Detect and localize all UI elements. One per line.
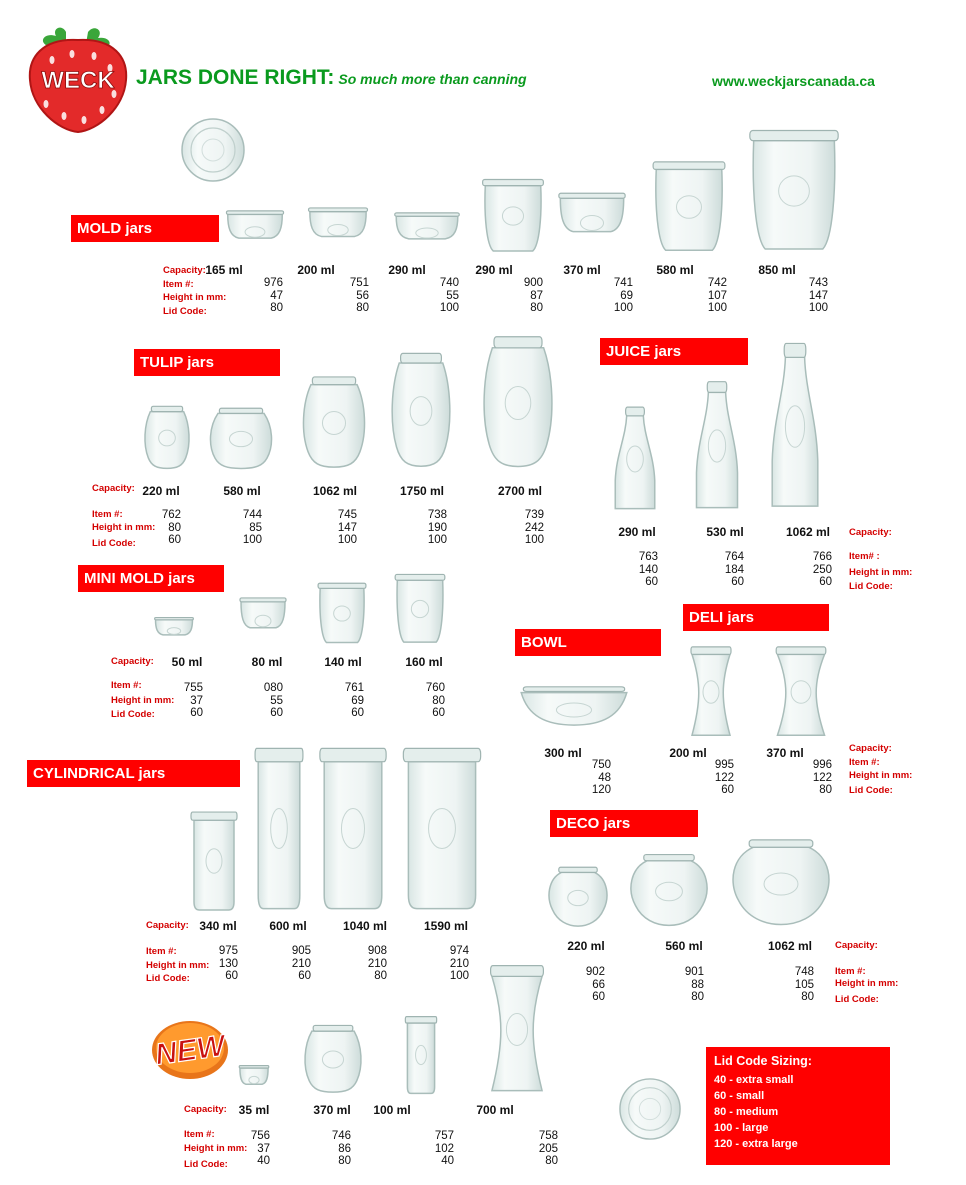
spec-column	[525, 509, 544, 547]
deli-jars-banner: DELI jars	[683, 604, 829, 631]
capacity-label: Capacity:	[92, 483, 135, 494]
item-number: 741	[613, 277, 633, 289]
weck-logo	[22, 24, 134, 134]
item-number: 744	[242, 509, 262, 521]
height-mm: 147	[337, 521, 357, 534]
height-mm: 107	[707, 289, 727, 302]
capacity-value: 340 ml	[199, 919, 237, 933]
item-number: 748	[794, 966, 814, 978]
headline	[136, 66, 527, 90]
deco-jar-image	[728, 838, 834, 930]
height-mm: 147	[808, 289, 828, 302]
capacity-value: 165 ml	[205, 263, 243, 277]
height-mm: 56	[356, 289, 369, 302]
spec-column	[813, 759, 832, 797]
capacity-value: 1062 ml	[312, 484, 358, 498]
height-mm: 48	[598, 771, 611, 784]
spec-column	[715, 759, 734, 797]
lid-code: 100	[439, 302, 459, 315]
cyl-jar-image	[404, 1015, 438, 1095]
juice-jar-image	[609, 405, 661, 513]
lid-code: 100	[808, 302, 828, 315]
tallmold-jar-image	[316, 582, 368, 645]
lid-code: 60	[168, 534, 181, 547]
item-number: 746	[331, 1130, 351, 1142]
capacity-value: 1062 ml	[767, 939, 813, 953]
capacity-value: 220 ml	[142, 484, 180, 498]
lid-code-label: Lid Code:	[849, 581, 893, 592]
spec-column	[440, 277, 459, 315]
height-mm: 69	[620, 289, 633, 302]
capacity-value: 290 ml	[475, 263, 513, 277]
deli-jar-image	[686, 645, 736, 739]
item-number: 751	[349, 277, 369, 289]
height-mm: 102	[434, 1142, 454, 1155]
height-mm: 88	[691, 978, 704, 991]
item-number: 760	[425, 682, 445, 694]
lid-code-sizing-title: Lid Code Sizing:	[714, 1054, 812, 1068]
item-number: 901	[684, 966, 704, 978]
lid-code-label: Lid Code:	[849, 785, 893, 796]
deco-jars-banner: DECO jars	[550, 810, 698, 837]
capacity-value: 560 ml	[665, 939, 703, 953]
spec-column	[243, 509, 262, 547]
tagline: So much more than canning	[338, 71, 527, 87]
tulip-jar-image	[478, 334, 558, 472]
height-mm: 190	[427, 521, 447, 534]
spec-column	[524, 277, 543, 315]
spec-column	[795, 966, 814, 1004]
lid-code: 60	[225, 970, 238, 983]
item-number: 743	[808, 277, 828, 289]
capacity-value: 600 ml	[269, 919, 307, 933]
spec-column	[338, 509, 357, 547]
item-number: 996	[812, 759, 832, 771]
capacity-value: 1590 ml	[423, 919, 469, 933]
height-mm: 122	[714, 771, 734, 784]
item-number: 758	[538, 1130, 558, 1142]
height-mm: 130	[218, 957, 238, 970]
item-number: 762	[161, 509, 181, 521]
spec-column	[184, 682, 203, 720]
item-number: 080	[263, 682, 283, 694]
lid-code: 80	[356, 302, 369, 315]
mold-jars-banner: MOLD jars	[71, 215, 219, 242]
capacity-value: 290 ml	[388, 263, 426, 277]
item-number: 902	[585, 966, 605, 978]
capacity-value: 200 ml	[669, 746, 707, 760]
lid-code: 40	[441, 1155, 454, 1168]
mold-jar-image	[392, 212, 462, 254]
item-number: 738	[427, 509, 447, 521]
capacity-value: 50 ml	[171, 655, 203, 669]
tallmold-jar-image	[480, 178, 546, 254]
height-label: Height in mm:	[835, 978, 899, 989]
item-number: 755	[183, 682, 203, 694]
lid-image-top	[180, 117, 246, 183]
spec-column	[539, 1130, 558, 1168]
lid-code-label: Lid Code:	[111, 709, 155, 720]
height-mm: 210	[367, 957, 387, 970]
item-number: 974	[449, 945, 469, 957]
capacity-value: 700 ml	[476, 1103, 514, 1117]
capacity-value: 35 ml	[238, 1103, 270, 1117]
tallmold-jar-image	[393, 573, 447, 645]
height-label: Height in mm:	[163, 292, 227, 303]
item-label: Item #:	[92, 509, 123, 520]
capacity-value: 370 ml	[313, 1103, 351, 1117]
height-mm: 66	[592, 978, 605, 991]
lid-code-label: Lid Code:	[163, 306, 207, 317]
height-mm: 80	[432, 694, 445, 707]
new-badge-text: NEW	[153, 1029, 228, 1072]
item-label: Item #:	[835, 966, 866, 977]
item-label: Item #:	[146, 946, 177, 957]
lid-code-label: Lid Code:	[835, 994, 879, 1005]
lid-code: 60	[190, 707, 203, 720]
logo-text: WECK	[41, 67, 115, 94]
capacity-value: 2700 ml	[497, 484, 543, 498]
height-mm: 47	[270, 289, 283, 302]
capacity-label: Capacity:	[111, 656, 154, 667]
capacity-value: 370 ml	[766, 746, 804, 760]
deco-jar-image	[546, 866, 610, 930]
tallmold-jar-image	[650, 160, 728, 254]
capacity-value: 160 ml	[405, 655, 443, 669]
height-mm: 87	[530, 289, 543, 302]
spec-column	[809, 277, 828, 315]
spec-column	[332, 1130, 351, 1168]
item-label: Item #:	[163, 279, 194, 290]
lid-code: 40	[257, 1155, 270, 1168]
lid-code-entry: 120 - extra large	[714, 1138, 798, 1150]
item-number: 750	[591, 759, 611, 771]
capacity-label: Capacity:	[835, 940, 878, 951]
juice-jar-image	[690, 379, 744, 513]
lid-code: 100	[707, 302, 727, 315]
capacity-value: 300 ml	[544, 746, 582, 760]
spec-column	[614, 277, 633, 315]
lid-code-sizing-box	[706, 1047, 890, 1165]
lid-code-entry: 60 - small	[714, 1090, 765, 1102]
height-mm: 80	[168, 521, 181, 534]
mold-jar-image	[153, 617, 195, 645]
cyl-jar-image	[189, 810, 239, 912]
lid-code: 80	[691, 991, 704, 1004]
spec-column	[162, 509, 181, 547]
lid-code: 60	[592, 991, 605, 1004]
item-number: 739	[524, 509, 544, 521]
item-number: 995	[714, 759, 734, 771]
lid-code-entry: 80 - medium	[714, 1106, 779, 1118]
mini-mold-jars-banner: MINI MOLD jars	[78, 565, 224, 592]
mold-jar-image	[238, 1065, 270, 1095]
item-label: Item #:	[111, 680, 142, 691]
item-number: 766	[812, 551, 832, 563]
spec-column	[592, 759, 611, 797]
spec-column	[435, 1130, 454, 1168]
height-mm: 250	[812, 563, 832, 576]
item-number: 761	[344, 682, 364, 694]
height-mm: 55	[270, 694, 283, 707]
lid-code-label: Lid Code:	[184, 1159, 228, 1170]
tulip-jars-banner: TULIP jars	[134, 349, 280, 376]
height-mm: 85	[249, 521, 262, 534]
spec-column	[813, 551, 832, 589]
capacity-label: Capacity:	[184, 1104, 227, 1115]
bowl-banner: BOWL	[515, 629, 661, 656]
mold-jar-image	[556, 192, 628, 254]
capacity-value: 140 ml	[324, 655, 362, 669]
tulip-jar-image	[205, 407, 277, 471]
height-mm: 122	[812, 771, 832, 784]
lid-code: 100	[613, 302, 633, 315]
spec-column	[725, 551, 744, 589]
lid-code: 80	[819, 784, 832, 797]
lid-code: 120	[591, 784, 611, 797]
lid-code: 80	[545, 1155, 558, 1168]
item-number: 763	[638, 551, 658, 563]
lid-code-entry: 40 - extra small	[714, 1074, 794, 1086]
height-mm: 69	[351, 694, 364, 707]
lid-code: 80	[530, 302, 543, 315]
spec-column	[426, 682, 445, 720]
lid-code: 80	[374, 970, 387, 983]
mold-jar-image	[224, 210, 286, 254]
cyl-jar-image	[253, 745, 305, 912]
spec-column	[264, 682, 283, 720]
lid-code: 60	[432, 707, 445, 720]
new-badge	[150, 1018, 230, 1082]
spec-column	[350, 277, 369, 315]
spec-column	[264, 277, 283, 315]
spec-column	[708, 277, 727, 315]
capacity-value: 580 ml	[223, 484, 261, 498]
height-mm: 210	[449, 957, 469, 970]
cylindrical-jars-banner: CYLINDRICAL jars	[27, 760, 240, 787]
lid-code: 80	[801, 991, 814, 1004]
item-number: 740	[439, 277, 459, 289]
height-mm: 184	[724, 563, 744, 576]
lid-image-bottom	[618, 1077, 682, 1141]
capacity-value: 1040 ml	[342, 919, 388, 933]
capacity-value: 580 ml	[656, 263, 694, 277]
lid-code: 100	[242, 534, 262, 547]
height-label: Height in mm:	[184, 1143, 248, 1154]
lid-code: 60	[819, 576, 832, 589]
deli-jar-image	[770, 645, 832, 739]
lid-code-label: Lid Code:	[146, 973, 190, 984]
capacity-value: 1062 ml	[785, 525, 831, 539]
spec-column	[251, 1130, 270, 1168]
tallmold-jar-image	[746, 128, 842, 254]
height-label: Height in mm:	[849, 770, 913, 781]
height-label: Height in mm:	[146, 960, 210, 971]
lid-code: 60	[645, 576, 658, 589]
lid-code: 100	[337, 534, 357, 547]
tulip-jar-image	[141, 405, 193, 471]
lid-code: 60	[731, 576, 744, 589]
juice-jar-image	[765, 340, 825, 513]
lid-code: 100	[524, 534, 544, 547]
capacity-value: 100 ml	[373, 1103, 411, 1117]
tulip-jar-image	[298, 375, 370, 471]
height-label: Height in mm:	[92, 522, 156, 533]
height-mm: 210	[291, 957, 311, 970]
item-number: 905	[291, 945, 311, 957]
capacity-value: 850 ml	[758, 263, 796, 277]
capacity-value: 220 ml	[567, 939, 605, 953]
item-number: 745	[337, 509, 357, 521]
spec-column	[368, 945, 387, 983]
deco-jar-image	[627, 853, 711, 930]
spec-column	[450, 945, 469, 983]
spec-column	[639, 551, 658, 589]
height-mm: 105	[794, 978, 814, 991]
height-mm: 242	[524, 521, 544, 534]
lid-code-label: Lid Code:	[92, 538, 136, 549]
capacity-value: 200 ml	[297, 263, 335, 277]
capacity-label: Capacity:	[849, 527, 892, 538]
item-label: Item# :	[849, 551, 880, 562]
website-link[interactable]: www.weckjarscanada.ca	[712, 73, 875, 89]
lid-code: 60	[721, 784, 734, 797]
lid-code: 60	[351, 707, 364, 720]
height-label: Height in mm:	[849, 567, 913, 578]
item-number: 976	[263, 277, 283, 289]
juice-jars-banner: JUICE jars	[600, 338, 748, 365]
lid-code: 80	[338, 1155, 351, 1168]
tulip-jar-image	[387, 351, 455, 471]
capacity-label: Capacity:	[849, 743, 892, 754]
lid-code: 100	[449, 970, 469, 983]
height-mm: 55	[446, 289, 459, 302]
spec-column	[586, 966, 605, 1004]
capacity-value: 290 ml	[618, 525, 656, 539]
capacity-label: Capacity:	[146, 920, 189, 931]
item-number: 757	[434, 1130, 454, 1142]
spec-column	[685, 966, 704, 1004]
headline-text: JARS DONE RIGHT:	[136, 66, 335, 89]
item-number: 756	[250, 1130, 270, 1142]
bowl-jar-image	[519, 681, 629, 739]
spec-column	[428, 509, 447, 547]
lid-code: 60	[298, 970, 311, 983]
mold-jar-image	[238, 597, 288, 645]
item-number: 900	[523, 277, 543, 289]
item-number: 975	[218, 945, 238, 957]
capacity-value: 530 ml	[706, 525, 744, 539]
height-mm: 37	[257, 1142, 270, 1155]
lid-code: 60	[270, 707, 283, 720]
spec-column	[345, 682, 364, 720]
height-label: Height in mm:	[111, 695, 175, 706]
item-number: 742	[707, 277, 727, 289]
capacity-label: Capacity:	[163, 265, 206, 276]
capacity-value: 80 ml	[251, 655, 283, 669]
item-label: Item #:	[849, 757, 880, 768]
item-number: 764	[724, 551, 744, 563]
height-mm: 37	[190, 694, 203, 707]
spec-column	[292, 945, 311, 983]
height-mm: 86	[338, 1142, 351, 1155]
lid-code: 100	[427, 534, 447, 547]
lid-code: 80	[270, 302, 283, 315]
deli-jar-image	[484, 963, 550, 1096]
cyl-jar-image	[400, 745, 484, 912]
cyl-jar-image	[317, 745, 389, 912]
height-mm: 140	[638, 563, 658, 576]
tulip-jar-image	[300, 1024, 366, 1095]
mold-jar-image	[306, 207, 370, 253]
capacity-value: 1750 ml	[399, 484, 445, 498]
lid-code-entry: 100 - large	[714, 1122, 769, 1134]
height-mm: 205	[538, 1142, 558, 1155]
item-label: Item #:	[184, 1129, 215, 1140]
capacity-value: 370 ml	[563, 263, 601, 277]
spec-column	[219, 945, 238, 983]
item-number: 908	[367, 945, 387, 957]
